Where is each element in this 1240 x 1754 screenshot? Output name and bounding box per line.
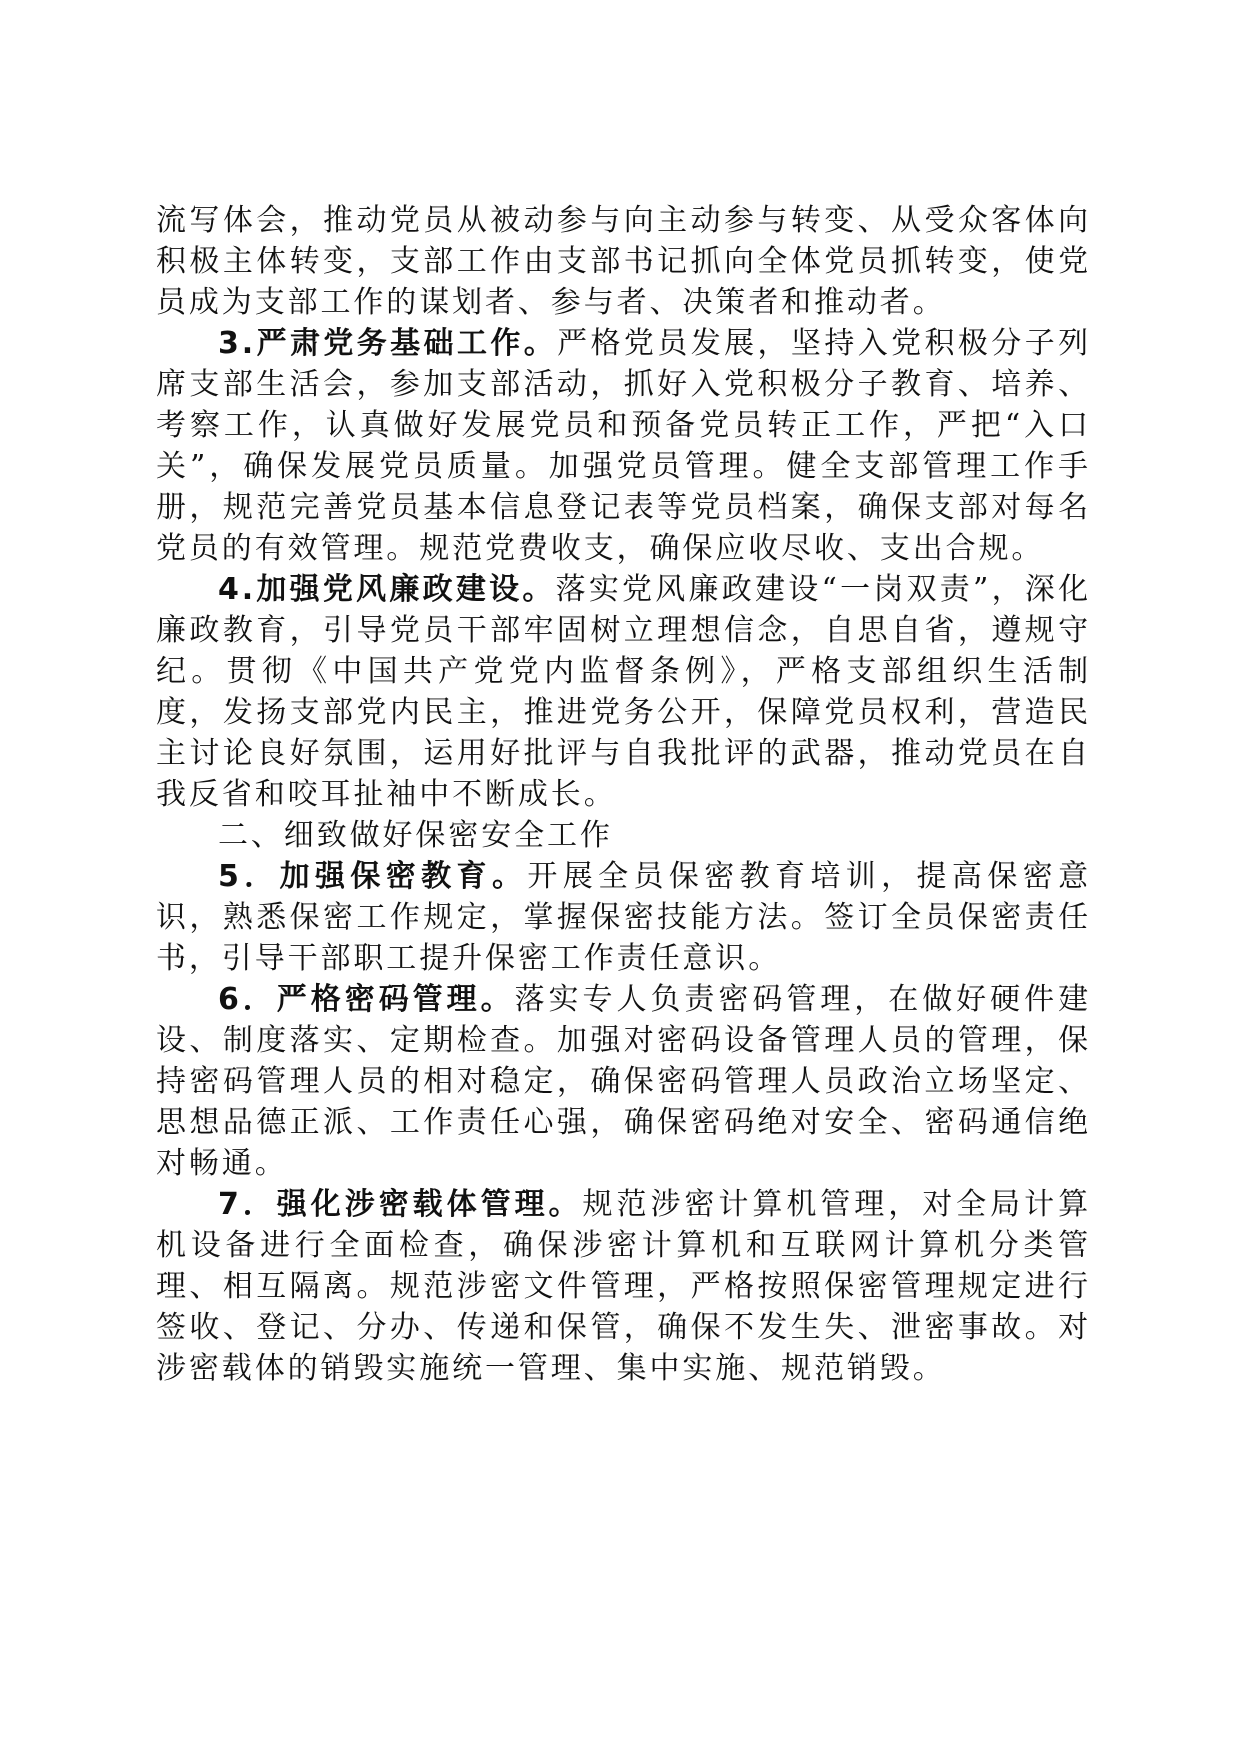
paragraph-item-3 [156, 323, 1091, 569]
paragraph-item-7 [156, 1184, 1091, 1389]
paragraph-text: 严格党员发展，坚持入党积极分子列席支部生活会，参加支部活动，抓好入党积极分子教育、培养、考察工作，认真做好发展党员和预备党员转正工作，严把“入口关”，确保发展党员质量。加强党员管理。健全支部管理工作手册，规范完善党员基本信息登记表等党员档案，确保支部对每名党员的有效管理。规范党费收支，确保应收尽收、支出合规。 [156, 326, 1091, 566]
section-heading-text: 二、细致做好保密安全工作 [218, 818, 613, 853]
paragraph-title: 5．加强保密教育。 [218, 859, 528, 894]
paragraph-title: 7．强化涉密载体管理。 [218, 1187, 583, 1222]
paragraph-text: 规范涉密计算机管理，对全局计算机设备进行全面检查，确保涉密计算机和互联网计算机分类管理、相互隔离。规范涉密文件管理，严格按照保密管理规定进行签收、登记、分办、传递和保管，确保不发生失、泄密事故。对涉密载体的销毁实施统一管理、集中实施、规范销毁。 [156, 1187, 1091, 1386]
paragraph-text: 落实党风廉政建设“一岗双责”，深化廉政教育，引导党员干部牢固树立理想信念，自思自省，遵规守纪。贯彻《中国共产党党内监督条例》，严格支部组织生活制度，发扬支部党内民主，推进党务公开，保障党员权利，营造民主讨论良好氛围，运用好批评与自我批评的武器，推动党员在自我反省和咬耳扯袖中不断成长。 [156, 572, 1091, 812]
paragraph-item-6 [156, 979, 1091, 1184]
paragraph-title: 6．严格密码管理。 [218, 982, 515, 1017]
paragraph-item-5 [156, 856, 1091, 979]
paragraph-text: 落实专人负责密码管理，在做好硬件建设、制度落实、定期检查。加强对密码设备管理人员的管理，保持密码管理人员的相对稳定，确保密码管理人员政治立场坚定、思想品德正派、工作责任心强，确保密码绝对安全、密码通信绝对畅通。 [156, 982, 1091, 1181]
document-body [156, 200, 1091, 1389]
paragraph-text: 开展全员保密教育培训，提高保密意识，熟悉保密工作规定，掌握保密技能方法。签订全员保密责任书，引导干部职工提升保密工作责任意识。 [156, 859, 1091, 976]
paragraph-continuation [156, 200, 1091, 323]
paragraph-title: 4.加强党风廉政建设。 [218, 572, 556, 607]
paragraph-title: 3.严肃党务基础工作。 [218, 326, 558, 361]
paragraph-item-4 [156, 569, 1091, 815]
paragraph-text: 流写体会，推动党员从被动参与向主动参与转变、从受众客体向积极主体转变，支部工作由支部书记抓向全体党员抓转变，使党员成为支部工作的谋划者、参与者、决策者和推动者。 [156, 203, 1091, 320]
section-heading [156, 815, 1091, 856]
